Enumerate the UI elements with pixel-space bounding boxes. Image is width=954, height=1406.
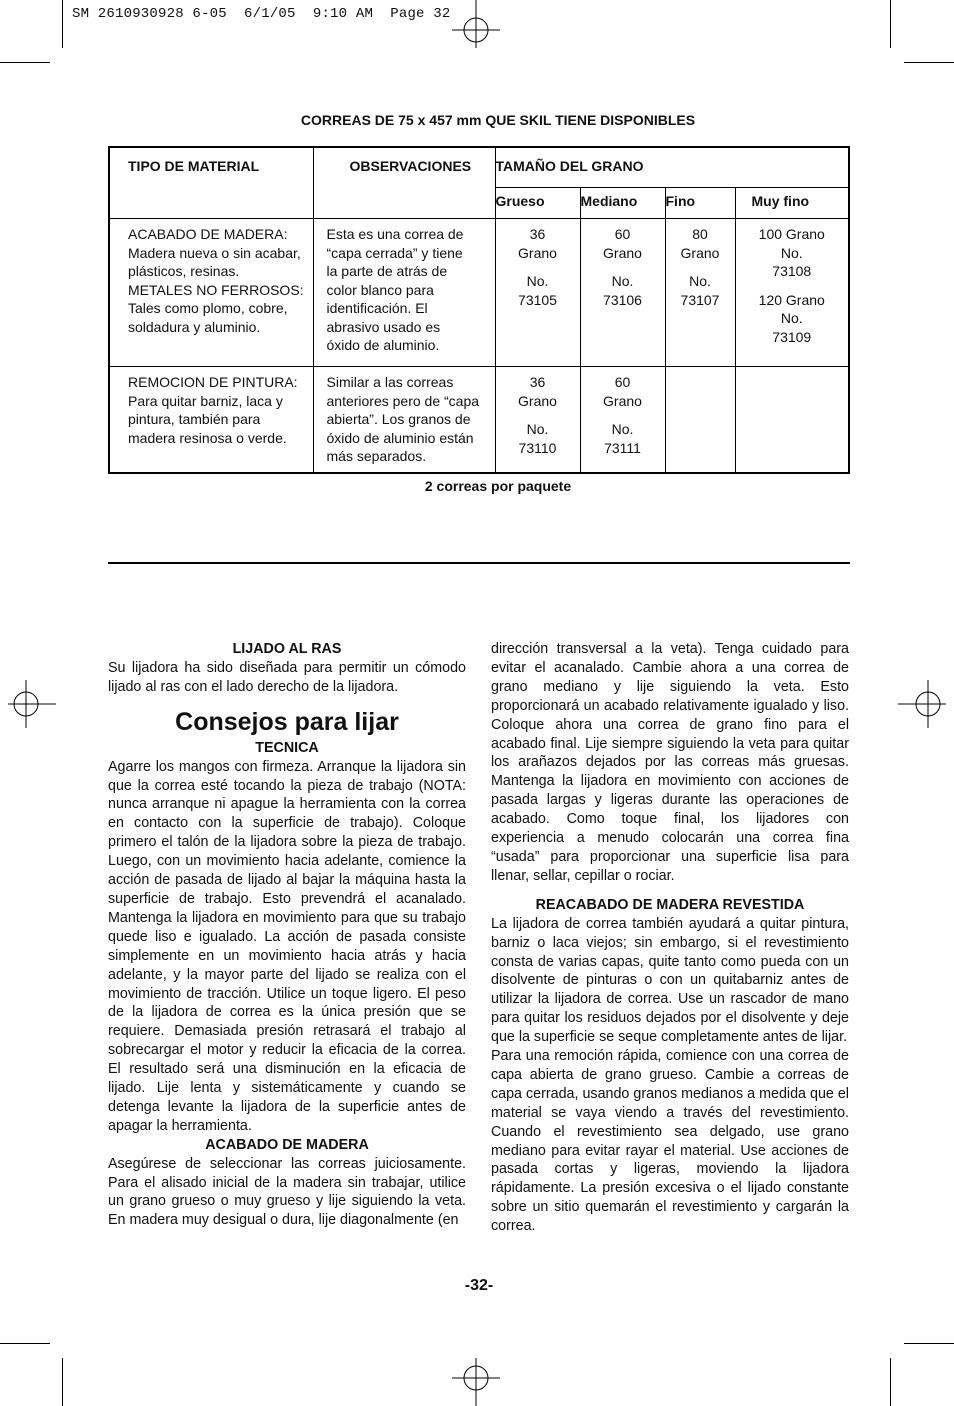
table-footnote: 2 correas por paquete: [424, 478, 572, 494]
page-number: -32-: [464, 1277, 494, 1294]
crop-mark: [62, 0, 63, 48]
cell-mediano: 60 Grano No. 73106: [580, 219, 665, 367]
right-column: [491, 640, 849, 1236]
table-title: CORREAS DE 75 x 457 mm QUE SKIL TIENE DISPONIBLES: [300, 112, 696, 128]
cell-mediano: 60 Grano No. 73111: [580, 367, 665, 473]
cell-muyfino: [735, 367, 849, 473]
table-row: [109, 219, 849, 367]
reacabado-heading: REACABADO DE MADERA REVESTIDA: [535, 896, 805, 913]
crop-mark: [0, 1343, 50, 1344]
cell-material: ACABADO DE MADERA: Madera nueva o sin acabar, plásticos, resinas. METALES NO FERROSOS: Tales como plomo, cobre, soldadura y aluminio.: [109, 219, 313, 367]
crop-mark: [890, 0, 891, 48]
belts-table: [108, 146, 850, 474]
crop-mark: [904, 1343, 954, 1344]
cell-observaciones: Esta es una correa de “capa cerrada” y tiene la parte de atrás de color blanco para identificación. El abrasivo usado es óxido de aluminio.: [313, 219, 495, 367]
lijado-heading: LIJADO AL RAS: [232, 641, 342, 657]
printer-slug: SM 2610930928 6-05 6/1/05 9:10 AM Page 32: [72, 6, 451, 22]
header-fino: Fino: [665, 188, 735, 219]
section-title: Consejos para lijar: [175, 707, 399, 736]
divider: [108, 562, 850, 564]
crop-mark: [0, 62, 50, 63]
cell-grueso: 36 Grano No. 73105: [495, 219, 580, 367]
cell-fino: [665, 367, 735, 473]
table-row: [109, 367, 849, 473]
registration-mark-left: [8, 680, 56, 728]
crop-mark: [62, 1358, 63, 1406]
header-observaciones: OBSERVACIONES: [313, 147, 495, 219]
header-grano: TAMAÑO DEL GRANO: [495, 147, 849, 188]
registration-mark-bottom: [452, 1358, 500, 1406]
cell-material: REMOCION DE PINTURA: Para quitar barniz, laca y pintura, también para madera resinosa o verde.: [109, 367, 313, 473]
crop-mark: [890, 1358, 891, 1406]
cell-muyfino: 100 Grano No. 73108 120 Grano No. 73109: [735, 219, 849, 367]
tecnica-paragraph: Agarre los mangos con firmeza. Arranque la lijadora sin que la correa esté tocando la pieza de trabajo (NOTA: nunca arranque ni apague la herramienta con la correa en contacto con la superficie de trabajo). Coloque primero el talón de la lijadora sobre la pieza de trabajo. Luego, con un movimiento hacia adelante, comience la acción de pasada de lijado al bajar la máquina hasta la superficie de trabajo. Esto prevendrá el acanalado. Mantenga la lijadora en movimiento para que su trabajo quede liso e igualado. La acción de pasada consiste simplemente en un movimiento hacia atrás y hacia adelante, y la mayor parte del lijado se realiza con el movimiento de tracción. Utilice un toque ligero. El peso de la lijadora de correa es la única presión que se requiere. Demasiada presión retrasará el trabajo al sobrecargar el motor y reducir la eficacia de la correa. El resultado será una disminución en la eficacia de lijado. Lije lenta y sistemáticamente y cuando se detenga levante la lijadora de la superficie antes de apagar la herramienta.: [108, 758, 466, 1134]
reacabado-paragraph-2: Para una remoción rápida, comience con una correa de capa abierta de grano grueso. Cambie a correas de capa cerrada, usando granos medianos a medida que el material se vaya viendo a través del revestimiento. Cuando el revestimiento sea delgado, use grano mediano para evitar rayar el material. Use acciones de pasada cortas y ligeras, moviendo la lijadora rápidamente. La presión excesiva o el lijado constante sobre un sitio quemarán el revestimiento y cargarán la correa.: [491, 1048, 849, 1235]
crop-mark: [904, 62, 954, 63]
header-grueso: Grueso: [495, 188, 580, 219]
header-material: TIPO DE MATERIAL: [109, 147, 313, 219]
left-column: [108, 640, 466, 1230]
header-mediano: Mediano: [580, 188, 665, 219]
cell-observaciones: Similar a las correas anteriores pero de “capa abierta”. Los granos de óxido de aluminio están más separados.: [313, 367, 495, 473]
cell-fino: 80 Grano No. 73107: [665, 219, 735, 367]
tecnica-heading: TECNICA: [255, 739, 319, 756]
reacabado-paragraph-1: La lijadora de correa también ayudará a quitar pintura, barniz o laca viejos; sin embargo, si el revestimiento consta de varias capas, quite tanto como pueda con un disolvente de pinturas o con un quitabarniz antes de utilizar la lijadora de correa. Use un rascador de mano para quitar los residuos dejados por el disolvente y deje que la superficie se seque completamente antes de lijar.: [491, 915, 849, 1046]
acabado-paragraph: Asegúrese de seleccionar las correas juiciosamente. Para el alisado inicial de la madera sin trabajar, utilice un grano grueso o muy grueso y lije siguiendo la veta. En madera muy desigual o dura, lije diagonalmente (en: [108, 1155, 466, 1229]
lijado-paragraph: Su lijadora ha sido diseñada para permitir un cómodo lijado al ras con el lado derecho de la lijadora.: [108, 659, 466, 695]
cell-grueso: 36 Grano No. 73110: [495, 367, 580, 473]
registration-mark-right: [898, 680, 946, 728]
acabado-heading: ACABADO DE MADERA: [205, 1136, 369, 1153]
acabado-paragraph-continued: dirección transversal a la veta). Tenga cuidado para evitar el acanalado. Cambie ahora a una correa de grano mediano y lije siguiendo la veta. Esto proporcionará un acabado relativamente igualado y liso. Coloque ahora una correa de grano fino para el acabado final. Lije siempre siguiendo la veta para quitar los arañazos dejados por las correas más gruesas. Mantenga la lijadora en movimiento con acciones de pasada largas y ligeras durante las operaciones de acabado. Como toque final, los lijadores con experiencia a menudo colocarán una correa fina “usada” para proporcionar una superficie lisa para llenar, sellar, cepillar o rociar.: [491, 641, 849, 884]
header-muyfino: Muy fino: [735, 188, 849, 219]
registration-mark-top: [452, 0, 500, 48]
